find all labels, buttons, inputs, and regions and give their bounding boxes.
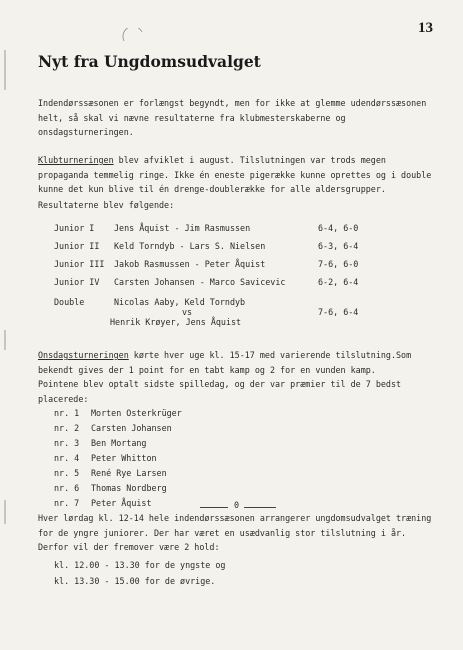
binding-mark [4,330,6,350]
klubturnering-heading: Klubturneringen [38,155,114,165]
result-score: 6-3, 6-4 [318,241,359,251]
article-title: Nyt fra Ungdomsudvalget [38,52,261,71]
page-number: 13 [418,20,433,36]
klubturnering-paragraph [38,153,433,197]
binding-mark [4,50,6,90]
placing-number: nr. 3 [54,438,80,448]
double-team-1: Nicolas Aaby, Keld Torndyb [114,297,246,307]
result-match: Keld Torndyb - Lars S. Nielsen [114,241,266,251]
double-team-2: Henrik Krøyer, Jens Åquist [110,317,242,327]
intro-paragraph: Indendørssæsonen er forlængst begyndt, men for ikke at glemme udendørssæsonen helt, så skal vi nævne resultaterne fra klubmesterskaberne og onsdagsturneringen. [38,98,427,137]
result-score: 7-6, 6-0 [318,259,359,269]
placing-number: nr. 5 [54,468,80,478]
separator-mark: 0 [234,500,240,510]
result-match: Jakob Rasmussen - Peter Åquist [114,259,266,269]
placing-name: Peter Whitton [91,453,157,463]
binding-mark [4,500,6,524]
training-time: kl. 12.00 - 13.30 for de yngste og [54,560,226,570]
section-separator [200,500,276,510]
results-heading: Resultaterne blev følgende: [38,200,175,210]
placing-number: nr. 4 [54,453,80,463]
placing-number: nr. 7 [54,498,80,508]
placing-number: nr. 2 [54,423,80,433]
training-time: kl. 13.30 - 15.00 for de øvrige. [54,576,216,586]
onsdagsturnering-heading: Onsdagsturneringen [38,350,129,360]
points-paragraph: Pointene blev optalt sidste spilledag, og der var præmier til de 7 bedst placerede: [38,379,402,404]
placing-name: Morten Osterkrüger [91,408,182,418]
separator-line [244,507,276,508]
result-class: Junior II [54,241,100,251]
result-match: Jens Åquist - Jim Rasmussen [114,223,251,233]
result-class: Junior III [54,259,105,269]
placing-name: Peter Åquist [91,498,152,508]
hole-punch-icon [122,28,144,42]
result-match: Carsten Johansen - Marco Savicevic [114,277,286,287]
onsdagsturnering-paragraph [38,348,433,377]
placing-number: nr. 1 [54,408,80,418]
saturday-paragraph: Hver lørdag kl. 12-14 hele indendørssæsonen arrangerer ungdomsudvalget træning for de yngre juniorer. Der har været en usædvanlig stor tilslutning i år. Derfor vil der fremover være 2 hold: [38,513,432,552]
result-class: Junior IV [54,277,100,287]
double-score: 7-6, 6-4 [318,307,359,317]
placing-name: Ben Mortang [91,438,147,448]
result-class: Junior I [54,223,95,233]
result-score: 6-2, 6-4 [318,277,359,287]
placing-number: nr. 6 [54,483,80,493]
double-class: Double [54,297,85,307]
double-result [54,296,424,332]
klubturnering-text: blev afviklet i august. Tilslutningen var trods megen propaganda temmelig ringe. Ikke én eneste pigerække kunne oprettes og i double kunne det kun blive til én drenge-doublerække for alle aldersgrupper. [38,155,432,194]
placing-name: René Rye Larsen [91,468,167,478]
result-score: 6-4, 6-0 [318,223,359,233]
separator-line [200,507,228,508]
placing-name: Carsten Johansen [91,423,172,433]
placing-name: Thomas Nordberg [91,483,167,493]
onsdagsturnering-text: kørte hver uge kl. 15-17 med varierende tilslutning.Som bekendt gives der 1 point for en tabt kamp og 2 for en vunden kamp. [38,350,412,375]
double-vs: vs [182,307,193,317]
